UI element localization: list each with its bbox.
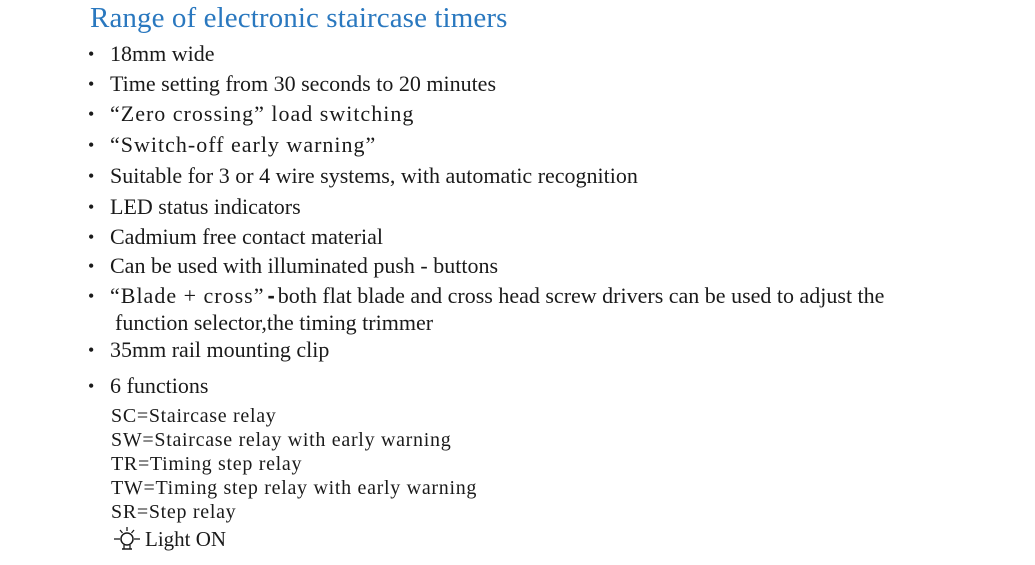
- feature-item: [88, 253, 498, 279]
- function-item: SC=Staircase relay: [111, 405, 277, 427]
- feature-text: Cadmium free contact material: [110, 224, 384, 249]
- feature-text: “Zero crossing” load switching: [110, 101, 415, 126]
- feature-text: 6 functions: [110, 373, 209, 398]
- bullet: •: [88, 74, 95, 94]
- bullet: •: [88, 256, 95, 276]
- feature-text: 18mm wide: [110, 41, 215, 66]
- feature-text: Time setting from 30 seconds to 20 minutes: [110, 71, 497, 96]
- feature-item: [88, 373, 208, 399]
- feature-text: Can be used with illuminated push - buttons: [110, 253, 499, 278]
- bullet: •: [88, 104, 95, 124]
- feature-dash: -: [267, 283, 275, 308]
- feature-continuation: function selector,the timing trimmer: [115, 310, 434, 335]
- feature-item: [88, 337, 329, 363]
- function-item: SR=Step relay: [111, 501, 237, 523]
- light-on-label: Light ON: [145, 527, 227, 551]
- light-on-legend: [113, 527, 226, 551]
- function-item: SW=Staircase relay with early warning: [111, 429, 452, 451]
- feature-item: [88, 283, 884, 309]
- feature-text: LED status indicators: [110, 194, 301, 219]
- feature-item: [88, 101, 414, 127]
- feature-text: both flat blade and cross head screw drivers can be used to adjust the: [277, 283, 885, 308]
- feature-item: [88, 163, 638, 189]
- light-bulb-icon: [113, 527, 141, 551]
- bullet: •: [88, 286, 95, 306]
- feature-quoted-text: “Blade + cross”: [110, 283, 265, 308]
- bullet: •: [88, 376, 95, 396]
- bullet: •: [88, 44, 95, 64]
- bullet: •: [88, 227, 95, 247]
- page-title: Range of electronic staircase timers: [90, 2, 508, 34]
- feature-item: [88, 71, 496, 97]
- feature-item: [88, 224, 383, 250]
- feature-item: [88, 132, 376, 158]
- function-item: TR=Timing step relay: [111, 453, 303, 475]
- feature-item: [88, 194, 301, 220]
- function-item: TW=Timing step relay with early warning: [111, 477, 478, 499]
- feature-item: [88, 41, 215, 67]
- feature-text: Suitable for 3 or 4 wire systems, with automatic recognition: [110, 163, 638, 188]
- bullet: •: [88, 197, 95, 217]
- feature-text: “Switch-off early warning”: [110, 132, 377, 157]
- bullet: •: [88, 166, 95, 186]
- bullet: •: [88, 135, 95, 155]
- feature-text: 35mm rail mounting clip: [110, 337, 330, 362]
- bullet: •: [88, 340, 95, 360]
